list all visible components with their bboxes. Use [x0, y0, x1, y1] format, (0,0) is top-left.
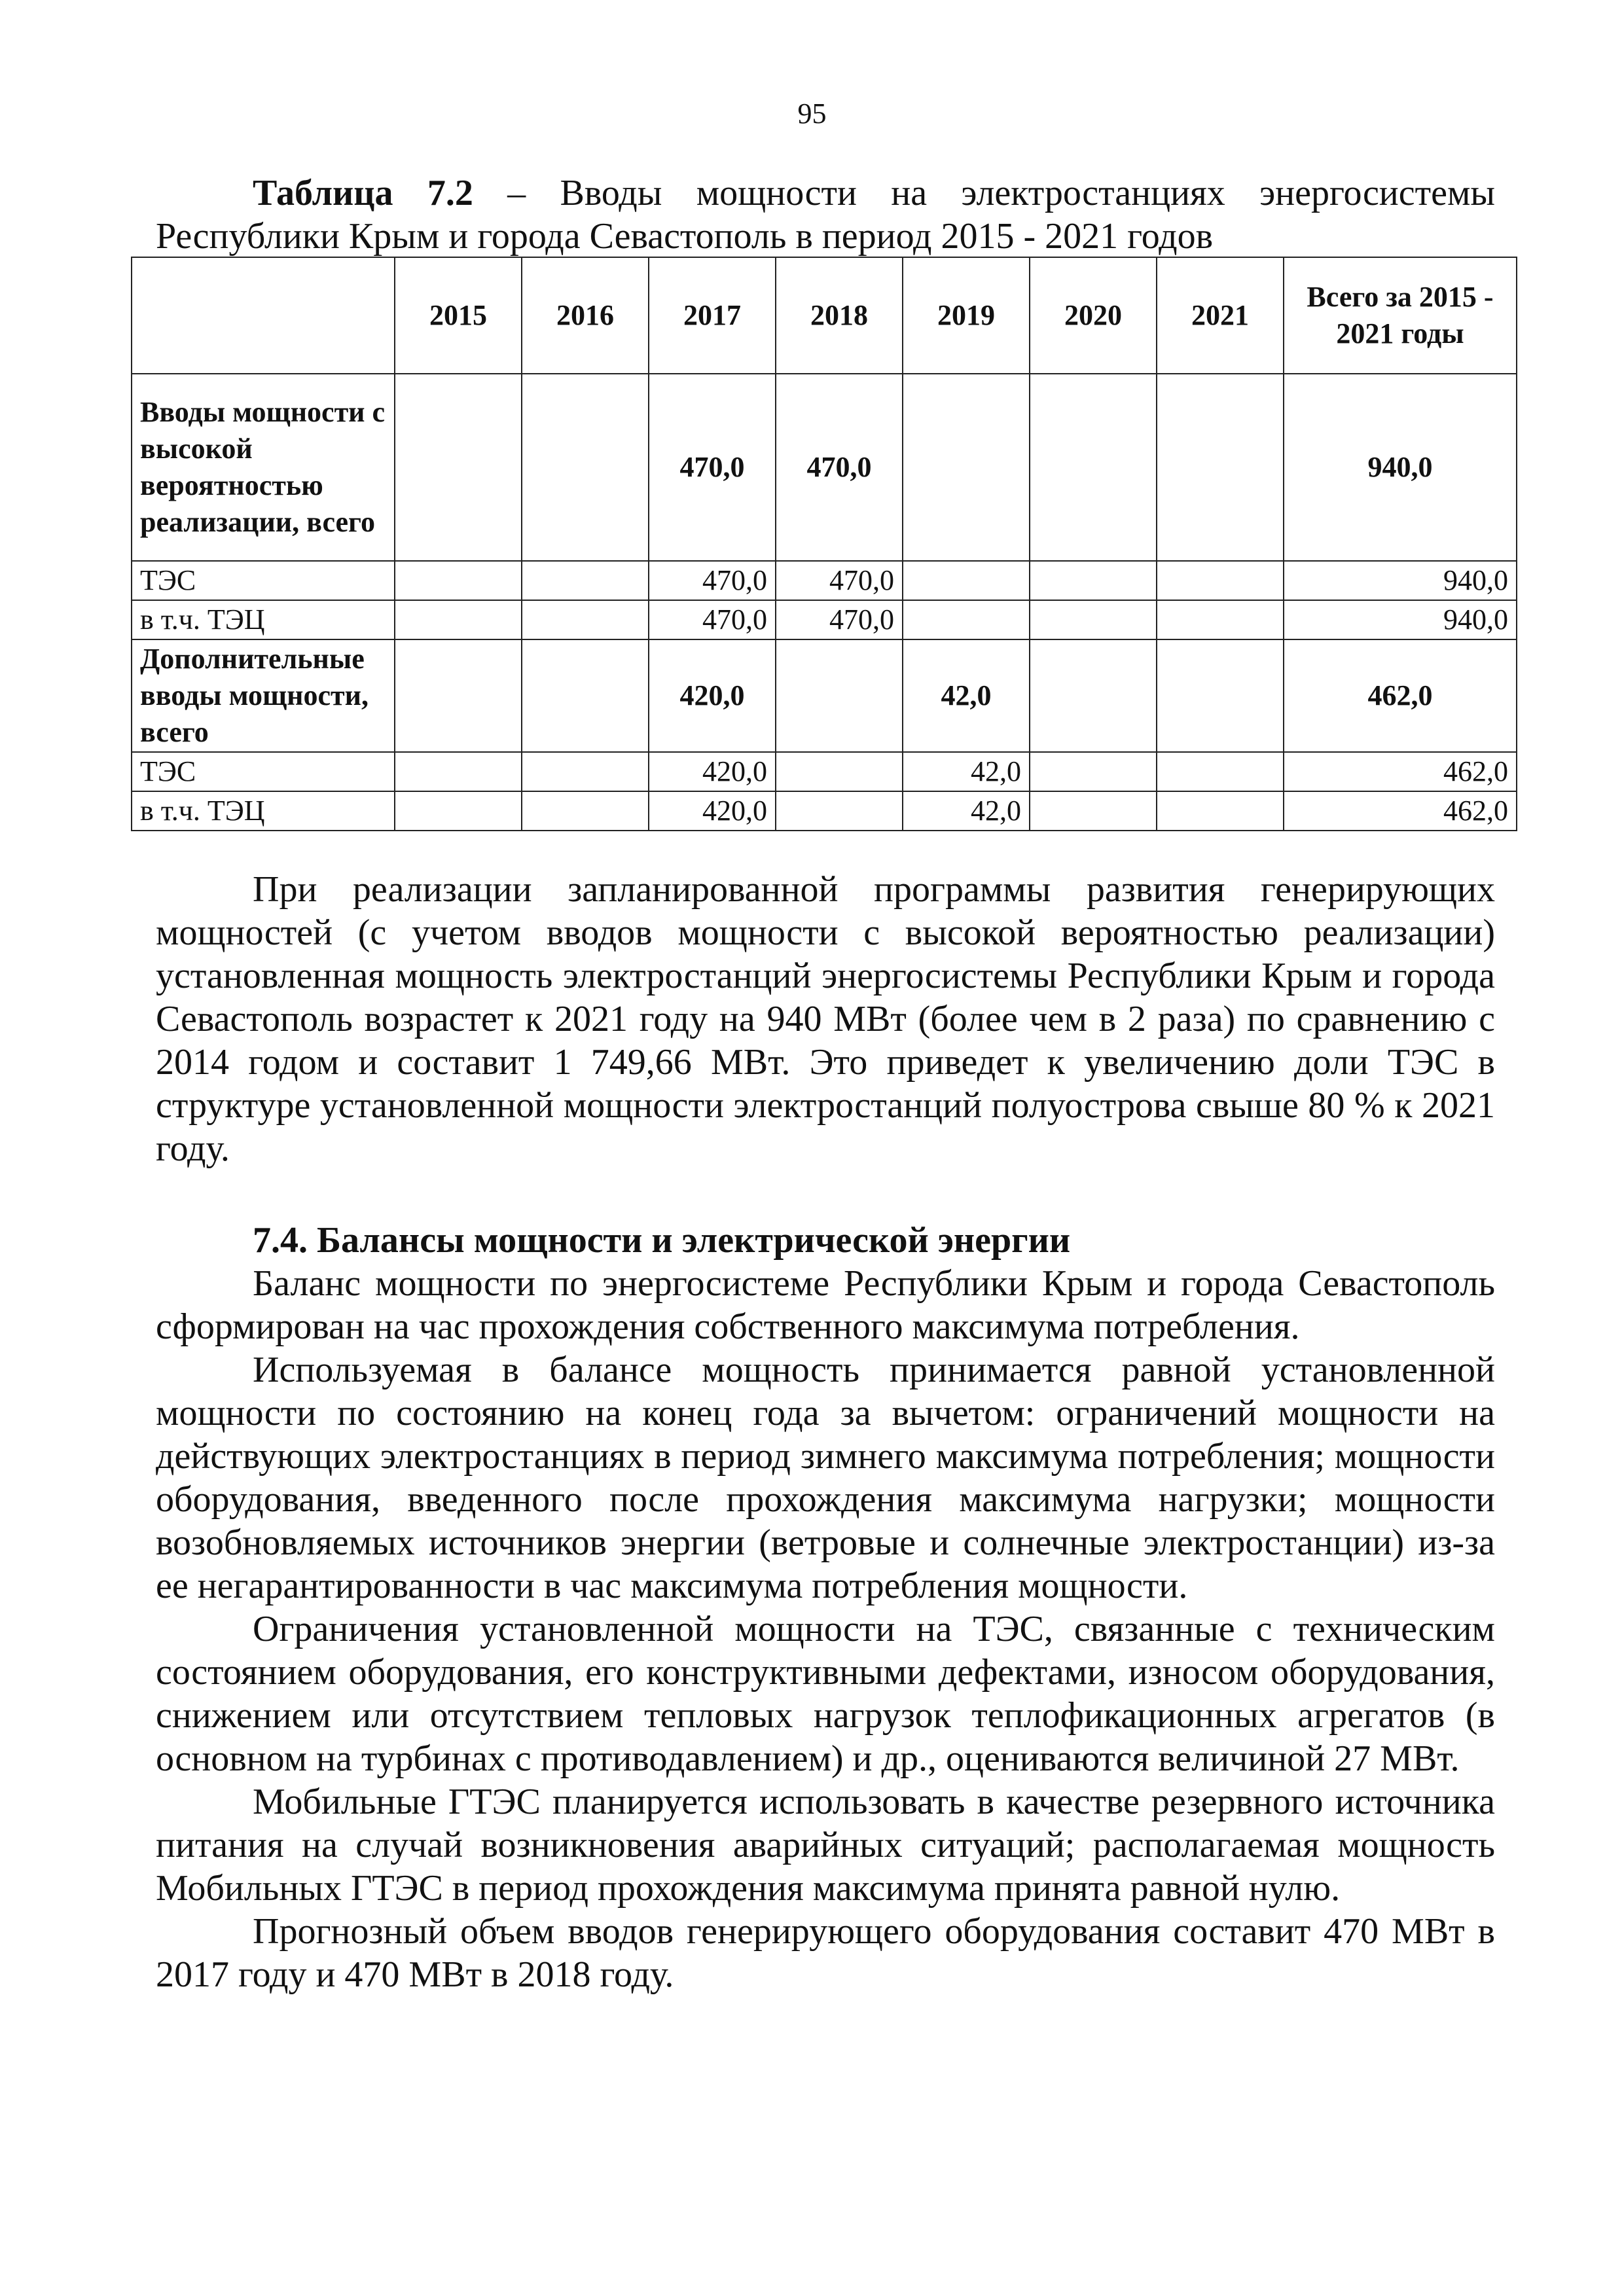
table-row: [132, 374, 1517, 561]
table-caption: [156, 171, 1495, 258]
header-cell: 2019: [903, 257, 1030, 374]
body-paragraph: Баланс мощности по энергосистеме Республики Крым и города Севастополь сформирован на час прохождения собственного максимума потребления.: [156, 1263, 1495, 1347]
table-cell: [395, 600, 522, 639]
table-cell: 42,0: [903, 791, 1030, 831]
table-cell: [1157, 561, 1284, 600]
body-paragraph: При реализации запланированной программы развития генерирующих мощностей (с учетом вводов мощности с высокой вероятностью реализации) установленная мощность электростанций энергосистемы Республики Крым и города Севастополь возрастет к 2021 году на 940 МВт (более чем в 2 раза) по сравнению с 2014 годом и составит 1 749,66 МВт. Это приведет к увеличению доли ТЭС в структуре установленной мощности электростанций полуострова свыше 80 % к 2021 году.: [156, 869, 1495, 1169]
section-heading: 7.4. Балансы мощности и электрической энергии: [253, 1220, 1071, 1261]
table-cell: [395, 752, 522, 791]
header-cell: 2015: [395, 257, 522, 374]
table-cell: [903, 600, 1030, 639]
body-paragraph: Ограничения установленной мощности на ТЭС, связанные с техническим состоянием оборудования, его конструктивными дефектами, износом оборудования, снижением или отсутствием тепловых нагрузок теплофикационных агрегатов (в основном на турбинах с противодавлением) и др., оцениваются величиной 27 МВт.: [156, 1609, 1495, 1779]
table-caption-text: – Вводы мощности на электростанциях энергосистемы Республики Крым и города Севастополь в период 2015 - 2021 годов: [156, 173, 1496, 257]
table-cell: [522, 600, 649, 639]
table-cell: 470,0: [776, 600, 903, 639]
power-input-table: [131, 257, 1517, 831]
header-cell: 2016: [522, 257, 649, 374]
table-cell: [1157, 791, 1284, 831]
header-cell: 2021: [1157, 257, 1284, 374]
header-cell: 2017: [649, 257, 776, 374]
table-cell: [1030, 600, 1157, 639]
table-cell: [1030, 791, 1157, 831]
table-cell: [776, 791, 903, 831]
table-cell: [522, 639, 649, 752]
table-cell: [903, 561, 1030, 600]
row-label: в т.ч. ТЭЦ: [132, 791, 395, 831]
table-cell: 940,0: [1284, 561, 1517, 600]
table-cell: [1030, 374, 1157, 561]
table-header-row: [132, 257, 1517, 374]
table-cell: 462,0: [1284, 752, 1517, 791]
table-row: [132, 561, 1517, 600]
page-number: 95: [797, 98, 827, 130]
table-cell: [1030, 752, 1157, 791]
table-cell: [1157, 639, 1284, 752]
table-cell: 462,0: [1284, 639, 1517, 752]
row-label: ТЭС: [132, 752, 395, 791]
table-cell: 420,0: [649, 791, 776, 831]
table-cell: 470,0: [776, 561, 903, 600]
table-cell: 462,0: [1284, 791, 1517, 831]
table-cell: [522, 752, 649, 791]
table-cell: [522, 374, 649, 561]
table-cell: [776, 752, 903, 791]
table-cell: 470,0: [776, 374, 903, 561]
table-cell: [395, 639, 522, 752]
section-balances: [156, 1219, 1495, 1996]
table-cell: [522, 561, 649, 600]
table-cell: [1157, 374, 1284, 561]
row-label: Вводы мощности с высокой вероятностью реализации, всего: [132, 374, 395, 561]
table-caption-label: Таблица 7.2: [253, 173, 473, 213]
table-cell: 42,0: [903, 639, 1030, 752]
table-cell: [1030, 639, 1157, 752]
body-paragraph: Мобильные ГТЭС планируется использовать в качестве резервного источника питания на случай возникновения аварийных ситуаций; располагаемая мощность Мобильных ГТЭС в период прохождения максимума принята равной нулю.: [156, 1782, 1495, 1909]
table-cell: 420,0: [649, 752, 776, 791]
table-cell: [1030, 561, 1157, 600]
table-row: [132, 791, 1517, 831]
table-cell: [1157, 752, 1284, 791]
body-paragraph: Прогнозный объем вводов генерирующего оборудования составит 470 МВт в 2017 году и 470 МВт в 2018 году.: [156, 1911, 1495, 1995]
table-cell: 940,0: [1284, 600, 1517, 639]
row-label: в т.ч. ТЭЦ: [132, 600, 395, 639]
body-paragraph-block: [156, 868, 1495, 1170]
table-cell: [395, 791, 522, 831]
table-row: [132, 639, 1517, 752]
table-cell: [395, 374, 522, 561]
body-paragraph: Используемая в балансе мощность принимается равной установленной мощности по состоянию на конец года за вычетом: ограничений мощности на действующих электростанциях в период зимнего максимума потребления; мощности оборудования, введенного после прохождения максимума нагрузки; мощности возобновляемых источников энергии (ветровые и солнечные электростанции) из-за ее негарантированности в час максимума потребления мощности.: [156, 1350, 1495, 1606]
table-cell: 470,0: [649, 561, 776, 600]
table-cell: [1157, 600, 1284, 639]
row-label: ТЭС: [132, 561, 395, 600]
table-row: [132, 600, 1517, 639]
table-cell: [776, 639, 903, 752]
table-row: [132, 752, 1517, 791]
header-cell: 2018: [776, 257, 903, 374]
table-cell: 42,0: [903, 752, 1030, 791]
header-cell: 2020: [1030, 257, 1157, 374]
header-cell: [132, 257, 395, 374]
table-cell: [522, 791, 649, 831]
row-label: Дополнительные вводы мощности, всего: [132, 639, 395, 752]
table-cell: [903, 374, 1030, 561]
table-cell: 470,0: [649, 600, 776, 639]
table-cell: 470,0: [649, 374, 776, 561]
table-cell: 940,0: [1284, 374, 1517, 561]
header-cell: Всего за 2015 - 2021 годы: [1284, 257, 1517, 374]
table-cell: 420,0: [649, 639, 776, 752]
table-cell: [395, 561, 522, 600]
